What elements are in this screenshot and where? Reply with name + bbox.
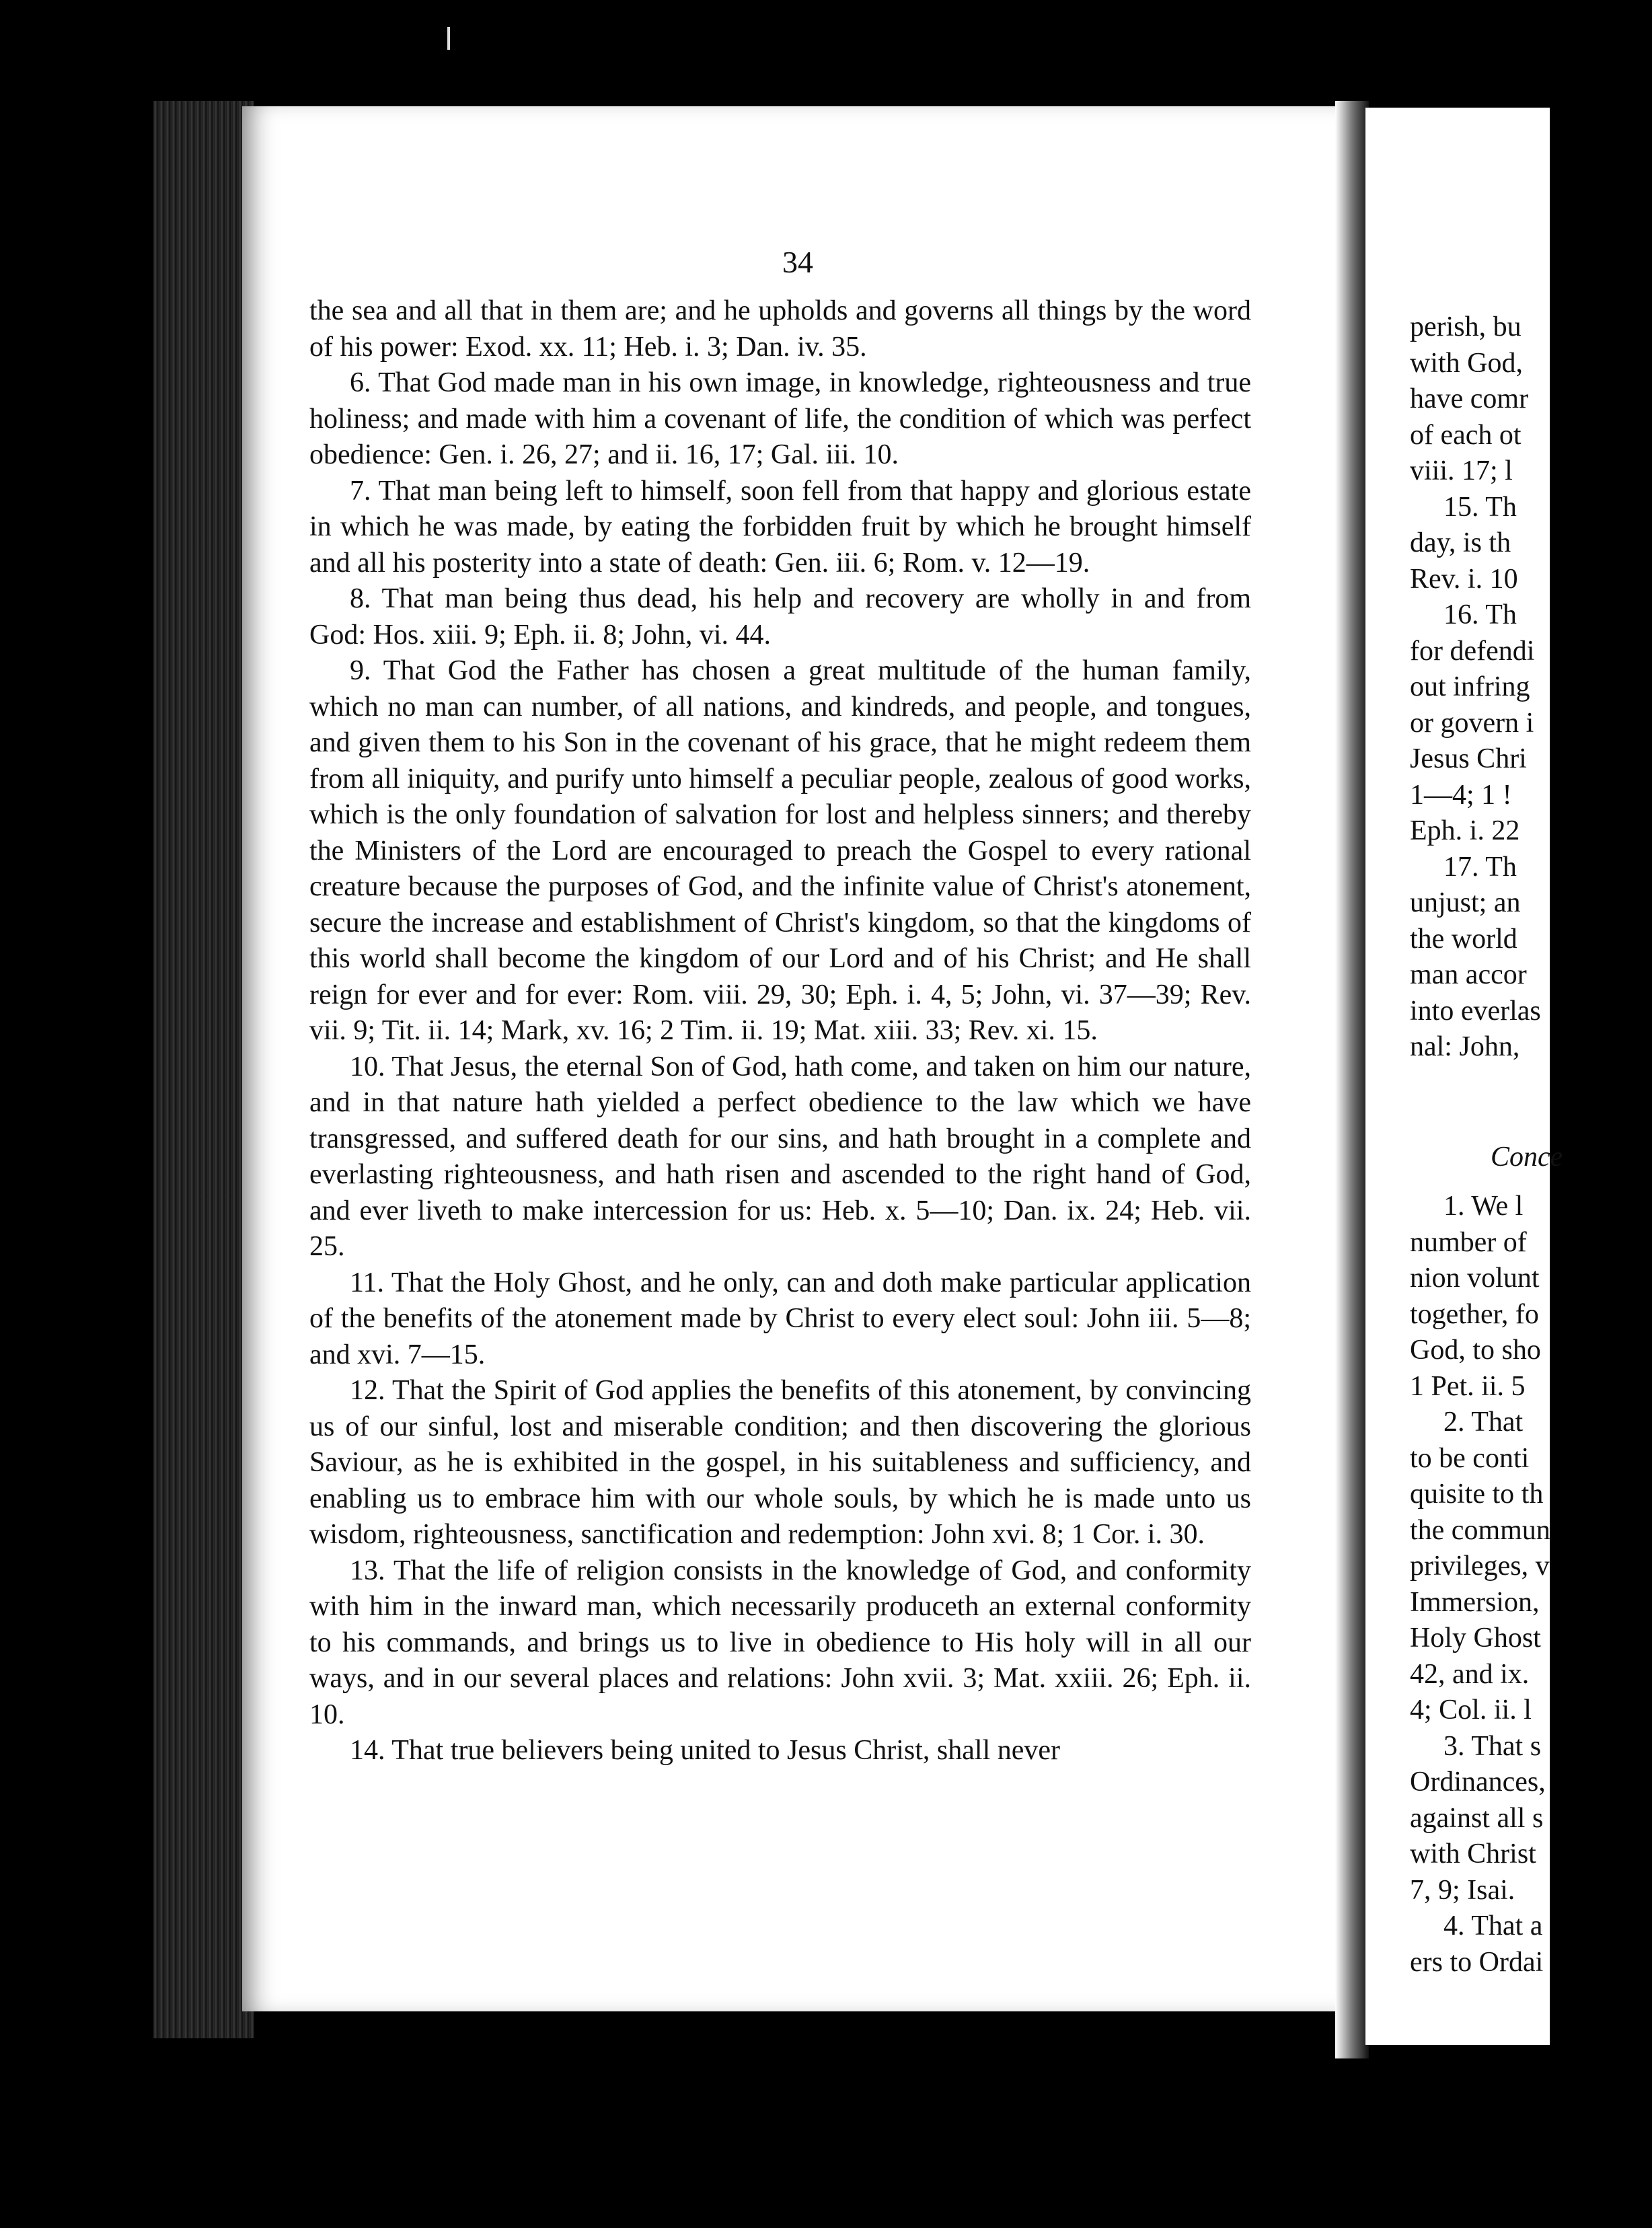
right-line: privileges, v bbox=[1410, 1551, 1550, 1582]
right-line: 15. Th bbox=[1443, 491, 1517, 523]
right-line: Rev. i. 10 bbox=[1410, 563, 1518, 595]
right-page bbox=[1365, 108, 1563, 2045]
right-line: together, fo bbox=[1410, 1298, 1539, 1330]
right-line: 7, 9; Isai. bbox=[1410, 1874, 1515, 1906]
right-line: of each ot bbox=[1410, 419, 1522, 451]
article-7: 7. That man being left to himself, soon fell from that happy and glorious estate in which he was made, by eating the forbidden fruit by which he brought himself and all his posterity into a state of death: Gen. iii. 6; Rom. v. 12—19. bbox=[309, 475, 1251, 579]
right-line: day, is th bbox=[1410, 527, 1511, 558]
right-line: 42, and ix. bbox=[1410, 1658, 1530, 1690]
right-line: ers to Ordai bbox=[1410, 1946, 1544, 1978]
right-line: the world bbox=[1410, 923, 1517, 955]
right-line: 2. That bbox=[1443, 1407, 1524, 1438]
left-page-text bbox=[309, 293, 1251, 1769]
right-page-text bbox=[1410, 309, 1652, 1980]
right-line: quisite to th bbox=[1410, 1479, 1544, 1510]
article-11: 11. That the Holy Ghost, and he only, can and doth make particular application of the benefits of the atonement made by Christ to every elect soul: John iii. 5—8; and xvi. 7—15. bbox=[309, 1267, 1251, 1370]
scan-mark bbox=[447, 27, 450, 50]
right-line: 1—4; 1 ! bbox=[1410, 779, 1512, 811]
article-6: 6. That God made man in his own image, in knowledge, righteousness and true holiness; and made with him a covenant of life, the condition of which was perfect obedience: Gen. i. 26, 27; and ii. 16, 17; Gal. iii. 10. bbox=[309, 367, 1251, 470]
right-line: against all s bbox=[1410, 1802, 1544, 1834]
article-14: 14. That true believers being united to Jesus Christ, shall never bbox=[350, 1735, 1061, 1766]
right-line: man accor bbox=[1410, 959, 1527, 990]
right-line: Eph. i. 22 bbox=[1410, 815, 1520, 846]
right-line: Immersion, bbox=[1410, 1586, 1540, 1618]
article-13: 13. That the life of religion consists in the knowledge of God, and conformity with him in the inward man, which necessarily produceth an external conformity to his commands, and brings us to live in obedience to His holy will in all our ways, and in our several places and relations: John xvii. 3; Mat. xxiii. 26; Eph. ii. 10. bbox=[309, 1555, 1251, 1730]
right-line: Jesus Chri bbox=[1410, 743, 1527, 774]
page-number: 34 bbox=[782, 245, 813, 279]
right-line: with God, bbox=[1410, 347, 1523, 379]
right-line: out infring bbox=[1410, 671, 1530, 702]
right-line: nal: John, bbox=[1410, 1031, 1520, 1062]
right-line: number of bbox=[1410, 1226, 1527, 1258]
right-line: viii. 17; l bbox=[1410, 455, 1513, 486]
right-line: nion volunt bbox=[1410, 1263, 1540, 1294]
right-line: 4. That a bbox=[1443, 1910, 1543, 1941]
right-line: to be conti bbox=[1410, 1442, 1530, 1474]
book-edge bbox=[153, 101, 254, 2038]
right-line: into everlas bbox=[1410, 995, 1541, 1027]
right-line: Ordinances, bbox=[1410, 1767, 1546, 1797]
left-page bbox=[242, 106, 1353, 2011]
right-line: the commun bbox=[1410, 1514, 1550, 1546]
article-8: 8. That man being thus dead, his help and recovery are wholly in and from God: Hos. xiii. 9; Eph. ii. 8; John, vi. 44. bbox=[309, 583, 1251, 651]
right-line: or govern i bbox=[1410, 707, 1534, 739]
article-9: 9. That God the Father has chosen a great multitude of the human family, which no man can number, of all nations, and kindreds, and people, and tongues, and given them to his Son in the covenant of his grace, that he might redeem them from all iniquity, and purify unto himself a peculiar people, zealous of good works, which is the only foundation of salvation for lost and helpless sinners; and thereby the Ministers of the Lord are encouraged to preach the Gospel to every rational creature because the purposes of God, and the infinite value of Christ's atonement, secure the increase and establishment of Christ's kingdom, so that the kingdoms of this world shall become the kingdom of our Lord and of his Christ; and He shall reign for ever and for ever: Rom. viii. 29, 30; Eph. i. 4, 5; John, vi. 37—39; Rev. vii. 9; Tit. ii. 14; Mark, xv. 16; 2 Tim. ii. 19; Mat. xiii. 33; Rev. xi. 15. bbox=[309, 655, 1251, 1046]
right-line: for defendi bbox=[1410, 635, 1535, 667]
article-10: 10. That Jesus, the eternal Son of God, hath come, and taken on him our nature, and in that nature hath yielded a perfect obedience to the law which we have transgressed, and suffered death for our sins, and hath brought in a complete and everlasting righteousness, and hath risen and ascended to the right hand of God, and ever liveth to make intercession for us: Heb. x. 5—10; Dan. ix. 24; Heb. vii. 25. bbox=[309, 1051, 1251, 1262]
right-line: God, to sho bbox=[1410, 1335, 1541, 1366]
right-line: with Christ bbox=[1410, 1839, 1536, 1869]
right-line: 1 Pet. ii. 5 bbox=[1410, 1370, 1526, 1402]
right-line: 3. That s bbox=[1443, 1730, 1542, 1762]
right-line: 4; Col. ii. l bbox=[1410, 1695, 1532, 1725]
right-line: perish, bu bbox=[1410, 311, 1522, 342]
right-line: 17. Th bbox=[1443, 851, 1517, 883]
right-line: 1. We l bbox=[1443, 1191, 1524, 1222]
paragraph-continued: the sea and all that in them are; and he upholds and governs all things by the word of his power: Exod. xx. 11; Heb. i. 3; Dan. iv. 35. bbox=[309, 295, 1251, 363]
article-12: 12. That the Spirit of God applies the benefits of this atonement, by convincing us of our sinful, lost and miserable condition; and then discovering the glorious Saviour, as he is exhibited in the gospel, in his suitableness and sufficiency, and enabling us to embrace him with our whole souls, by which he is made unto us wisdom, righteousness, sanctification and redemption: John xvi. 8; 1 Cor. i. 30. bbox=[309, 1375, 1251, 1550]
section-heading: Conce bbox=[1491, 1141, 1563, 1173]
right-line: have comr bbox=[1410, 383, 1529, 414]
right-line: unjust; an bbox=[1410, 887, 1521, 918]
book-gutter bbox=[1335, 101, 1369, 2058]
right-line: 16. Th bbox=[1443, 599, 1517, 630]
right-line: Holy Ghost bbox=[1410, 1623, 1541, 1654]
